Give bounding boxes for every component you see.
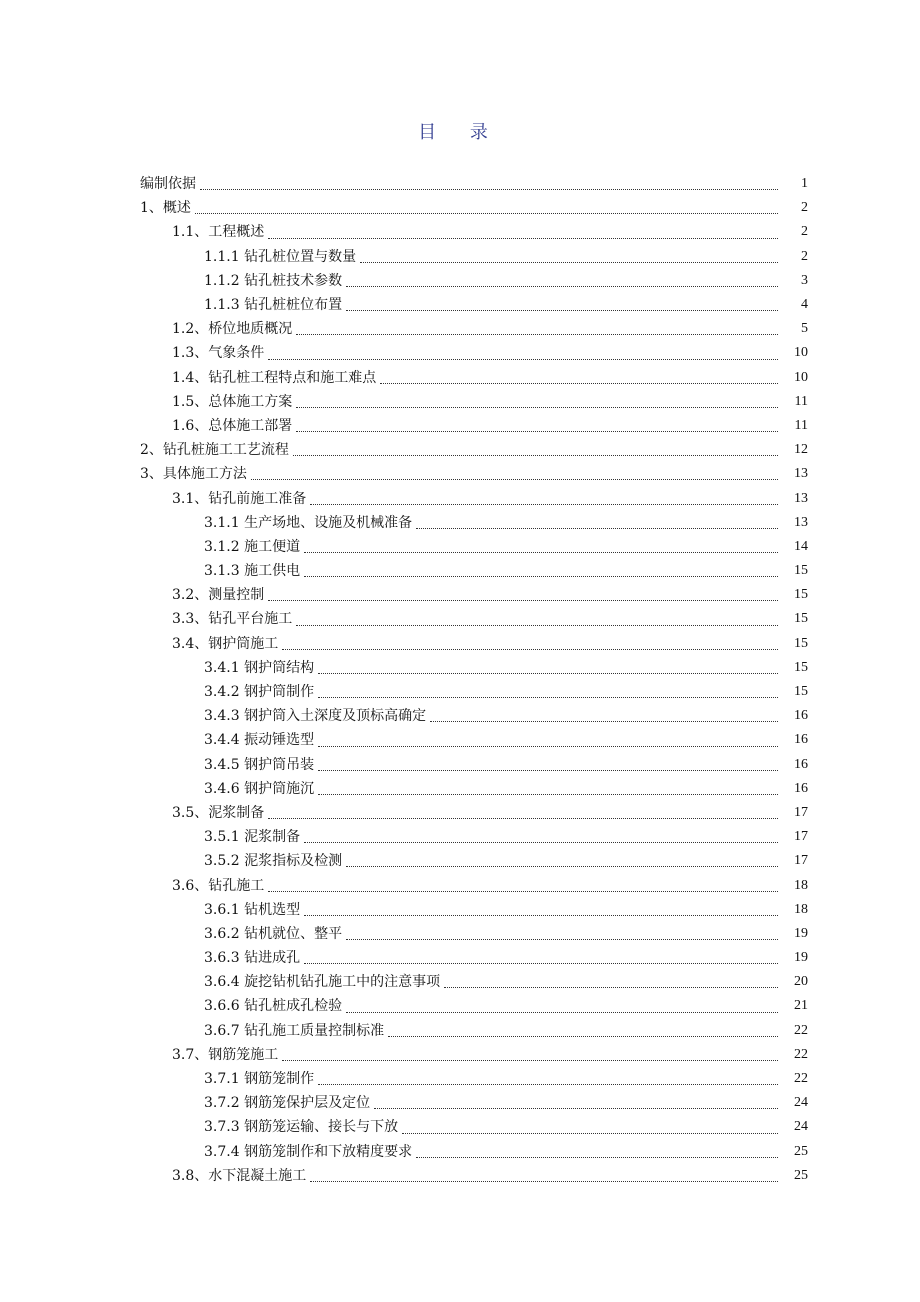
toc-entry-label: 3.7、钢筋笼施工 xyxy=(172,1046,279,1063)
toc-entry-page-number: 15 xyxy=(794,611,808,627)
dot-leader xyxy=(444,986,778,988)
toc-entry[interactable] xyxy=(0,245,920,269)
toc-entry-page-number: 16 xyxy=(794,780,808,796)
dot-leader xyxy=(416,1156,778,1158)
dot-leader xyxy=(318,672,778,674)
toc-entry-label: 3.6.2 钻机就位、整平 xyxy=(204,925,343,942)
toc-title: 目 录 xyxy=(418,122,502,143)
toc-entry-page-number: 2 xyxy=(801,200,808,216)
toc-entry-page-number: 15 xyxy=(794,563,808,579)
toc-entry-label: 3.6.1 钻机选型 xyxy=(204,901,301,918)
toc-entry-label: 3.6.4 旋挖钻机钻孔施工中的注意事项 xyxy=(204,974,441,991)
dot-leader xyxy=(346,309,778,311)
dot-leader xyxy=(304,551,778,553)
toc-entry-label: 3.7.4 钢筋笼制作和下放精度要求 xyxy=(204,1143,413,1160)
dot-leader xyxy=(304,841,778,843)
toc-entry-label: 3.2、测量控制 xyxy=(172,587,265,604)
dot-leader xyxy=(296,624,778,626)
toc-entry-page-number: 20 xyxy=(794,974,808,990)
toc-entry-page-number: 11 xyxy=(794,417,808,433)
toc-entry[interactable] xyxy=(0,438,920,462)
dot-leader xyxy=(282,1059,778,1061)
dot-leader xyxy=(416,527,778,529)
toc-entry-page-number: 22 xyxy=(794,1022,808,1038)
toc-entry[interactable] xyxy=(0,801,920,825)
toc-entry-label: 3.5.2 泥浆指标及检测 xyxy=(204,853,343,870)
dot-leader xyxy=(268,890,778,892)
toc-entry[interactable] xyxy=(0,607,920,631)
toc-entry-page-number: 17 xyxy=(794,829,808,845)
toc-entry[interactable] xyxy=(0,1140,920,1164)
toc-entry-label: 3.6.7 钻孔施工质量控制标准 xyxy=(204,1022,385,1039)
toc-entry-page-number: 15 xyxy=(794,635,808,651)
toc-entry-label: 1.4、钻孔桩工程特点和施工难点 xyxy=(172,369,377,386)
dot-leader xyxy=(346,1011,778,1013)
toc-entry-label: 3.4.3 钢护筒入土深度及顶标高确定 xyxy=(204,708,427,725)
toc-entry-page-number: 24 xyxy=(794,1119,808,1135)
toc-entry-page-number: 15 xyxy=(794,684,808,700)
toc-entry-label: 3.4.5 钢护筒吊装 xyxy=(204,756,315,773)
toc-entry-page-number: 10 xyxy=(794,369,808,385)
toc-entry-label: 3.1.1 生产场地、设施及机械准备 xyxy=(204,514,413,531)
dot-leader xyxy=(380,382,778,384)
dot-leader xyxy=(268,237,778,239)
dot-leader xyxy=(310,503,778,505)
toc-entry-label: 3.7.1 钢筋笼制作 xyxy=(204,1071,315,1088)
toc-entry-page-number: 19 xyxy=(794,925,808,941)
toc-entry-label: 1.1.2 钻孔桩技术参数 xyxy=(204,272,343,289)
toc-entry[interactable] xyxy=(0,462,920,486)
toc-entry[interactable] xyxy=(0,970,920,994)
toc-entry[interactable] xyxy=(0,317,920,341)
toc-entry[interactable] xyxy=(0,269,920,293)
toc-entry[interactable] xyxy=(0,559,920,583)
toc-entry-page-number: 25 xyxy=(794,1143,808,1159)
toc-entry[interactable] xyxy=(0,1067,920,1091)
toc-entry[interactable] xyxy=(0,486,920,510)
toc-entry-page-number: 15 xyxy=(794,587,808,603)
toc-entry-label: 编制依据 xyxy=(140,176,196,193)
toc-entry-label: 1.2、桥位地质概况 xyxy=(172,321,293,338)
dot-leader xyxy=(360,261,778,263)
toc-entry-page-number: 1 xyxy=(801,176,808,192)
toc-entry-label: 3.4.6 钢护筒施沉 xyxy=(204,780,315,797)
dot-leader xyxy=(268,358,778,360)
dot-leader xyxy=(374,1107,778,1109)
toc-entry-page-number: 13 xyxy=(794,466,808,482)
dot-leader xyxy=(296,333,778,335)
dot-leader xyxy=(318,769,778,771)
toc-entry-label: 3.4.1 钢护筒结构 xyxy=(204,659,315,676)
toc-entry[interactable] xyxy=(0,535,920,559)
toc-entry[interactable] xyxy=(0,849,920,873)
dot-leader xyxy=(296,430,778,432)
toc-entry[interactable] xyxy=(0,753,920,777)
dot-leader xyxy=(282,648,778,650)
toc-entry[interactable] xyxy=(0,1164,920,1188)
toc-entry[interactable] xyxy=(0,341,920,365)
toc-entry-label: 1.6、总体施工部署 xyxy=(172,417,293,434)
toc-entry-page-number: 17 xyxy=(794,804,808,820)
dot-leader xyxy=(430,720,778,722)
dot-leader xyxy=(346,285,778,287)
toc-entry-label: 3.4.4 振动锤选型 xyxy=(204,732,315,749)
toc-entry[interactable] xyxy=(0,898,920,922)
toc-entry-page-number: 11 xyxy=(794,393,808,409)
toc-entry-page-number: 16 xyxy=(794,708,808,724)
toc-entry-page-number: 22 xyxy=(794,1046,808,1062)
toc-entry-label: 3.1.2 施工便道 xyxy=(204,538,301,555)
toc-entry-page-number: 10 xyxy=(794,345,808,361)
toc-entry-page-number: 22 xyxy=(794,1071,808,1087)
toc-entry[interactable] xyxy=(0,728,920,752)
toc-entry-label: 3.1.3 施工供电 xyxy=(204,563,301,580)
toc-entry-page-number: 18 xyxy=(794,901,808,917)
toc-entry-page-number: 18 xyxy=(794,877,808,893)
toc-entry[interactable] xyxy=(0,825,920,849)
toc-entry-label: 3.7.3 钢筋笼运输、接长与下放 xyxy=(204,1119,399,1136)
toc-entry-label: 3.1、钻孔前施工准备 xyxy=(172,490,307,507)
dot-leader xyxy=(318,745,778,747)
toc-entry-page-number: 21 xyxy=(794,998,808,1014)
toc-entry-page-number: 24 xyxy=(794,1095,808,1111)
toc-entry[interactable] xyxy=(0,583,920,607)
toc-entry-page-number: 25 xyxy=(794,1167,808,1183)
toc-entry-label: 3.4.2 钢护筒制作 xyxy=(204,684,315,701)
dot-leader xyxy=(195,212,778,214)
dot-leader xyxy=(318,1083,778,1085)
toc-entry-label: 3.6.6 钻孔桩成孔检验 xyxy=(204,998,343,1015)
toc-entry-page-number: 4 xyxy=(801,297,808,313)
toc-entry[interactable] xyxy=(0,946,920,970)
toc-entry[interactable] xyxy=(0,704,920,728)
toc-entry-label: 1.3、气象条件 xyxy=(172,345,265,362)
dot-leader xyxy=(200,188,778,190)
dot-leader xyxy=(388,1035,778,1037)
toc-entry-label: 1.1.1 钻孔桩位置与数量 xyxy=(204,248,357,265)
toc-entry-page-number: 16 xyxy=(794,756,808,772)
toc-entry-page-number: 17 xyxy=(794,853,808,869)
toc-entry[interactable] xyxy=(0,172,920,196)
toc-entry[interactable] xyxy=(0,511,920,535)
toc-entry[interactable] xyxy=(0,632,920,656)
toc-entry-page-number: 14 xyxy=(794,538,808,554)
toc-entry[interactable] xyxy=(0,873,920,897)
dot-leader xyxy=(304,962,778,964)
toc-entry[interactable] xyxy=(0,196,920,220)
toc-entry[interactable] xyxy=(0,777,920,801)
toc-entry[interactable] xyxy=(0,922,920,946)
toc-entry-label: 3.6、钻孔施工 xyxy=(172,877,265,894)
dot-leader xyxy=(296,406,778,408)
toc-entry-label: 1、概述 xyxy=(140,200,191,217)
toc-entry-label: 1.1、工程概述 xyxy=(172,224,265,241)
toc-entry-label: 3.6.3 钻进成孔 xyxy=(204,950,301,967)
toc-entry[interactable] xyxy=(0,293,920,317)
dot-leader xyxy=(268,599,778,601)
toc-entry-label: 3.5、泥浆制备 xyxy=(172,804,265,821)
dot-leader xyxy=(251,478,778,480)
toc-entry-page-number: 2 xyxy=(801,224,808,240)
dot-leader xyxy=(346,938,778,940)
dot-leader xyxy=(304,575,778,577)
toc-entry[interactable] xyxy=(0,414,920,438)
toc-entry-page-number: 19 xyxy=(794,950,808,966)
toc-entry-label: 3.7.2 钢筋笼保护层及定位 xyxy=(204,1095,371,1112)
toc-entry-label: 3.8、水下混凝土施工 xyxy=(172,1167,307,1184)
dot-leader xyxy=(318,793,778,795)
toc-entry-page-number: 13 xyxy=(794,514,808,530)
toc-entry-page-number: 5 xyxy=(801,321,808,337)
toc-entry[interactable] xyxy=(0,994,920,1018)
toc-list xyxy=(0,172,920,1188)
toc-entry-page-number: 3 xyxy=(801,272,808,288)
toc-entry[interactable] xyxy=(0,366,920,390)
toc-entry[interactable] xyxy=(0,220,920,244)
dot-leader xyxy=(293,454,778,456)
toc-entry-page-number: 15 xyxy=(794,659,808,675)
dot-leader xyxy=(304,914,778,916)
toc-entry-label: 3.3、钻孔平台施工 xyxy=(172,611,293,628)
toc-entry[interactable] xyxy=(0,656,920,680)
toc-entry-page-number: 16 xyxy=(794,732,808,748)
toc-entry-page-number: 2 xyxy=(801,248,808,264)
toc-entry[interactable] xyxy=(0,390,920,414)
toc-entry[interactable] xyxy=(0,1019,920,1043)
toc-entry-page-number: 13 xyxy=(794,490,808,506)
dot-leader xyxy=(310,1180,778,1182)
toc-entry-label: 3、具体施工方法 xyxy=(140,466,247,483)
toc-entry[interactable] xyxy=(0,1091,920,1115)
toc-entry[interactable] xyxy=(0,1115,920,1139)
toc-entry[interactable] xyxy=(0,680,920,704)
dot-leader xyxy=(318,696,778,698)
toc-entry-page-number: 12 xyxy=(794,442,808,458)
dot-leader xyxy=(402,1132,778,1134)
toc-entry-label: 3.5.1 泥浆制备 xyxy=(204,829,301,846)
toc-entry-label: 1.1.3 钻孔桩桩位布置 xyxy=(204,297,343,314)
toc-entry-label: 1.5、总体施工方案 xyxy=(172,393,293,410)
dot-leader xyxy=(268,817,778,819)
toc-entry[interactable] xyxy=(0,1043,920,1067)
dot-leader xyxy=(346,865,778,867)
toc-entry-label: 3.4、钢护筒施工 xyxy=(172,635,279,652)
toc-entry-label: 2、钻孔桩施工工艺流程 xyxy=(140,442,289,459)
